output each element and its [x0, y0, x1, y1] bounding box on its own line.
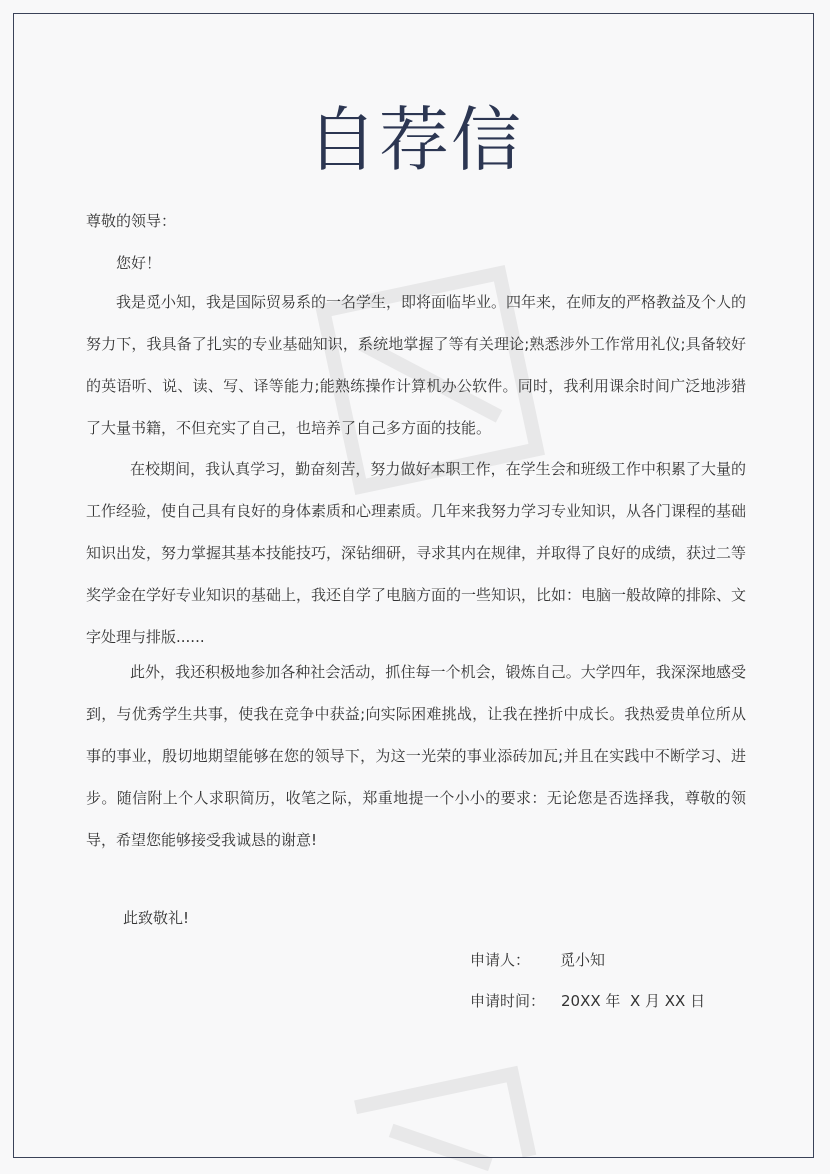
closing: 此致敬礼! — [123, 909, 190, 927]
applicant-row — [470, 951, 605, 969]
applicant-label: 申请人： — [470, 951, 531, 969]
salutation: 尊敬的领导： — [86, 212, 177, 230]
date-row — [470, 992, 705, 1010]
date-label: 申请时间： — [470, 992, 546, 1010]
letter-title: 自荐信 — [307, 99, 523, 181]
body-paragraph-3: 此外，我还积极地参加各种社会活动，抓住每一个机会，锻炼自己。大学四年，我深深地感受到，与优秀学生共事，使我在竞争中获益;向实际困难挑战，让我在挫折中成长。我热爱贵单位所从事的事业，殷切地期望能够在您的领导下，为这一光荣的事业添砖加瓦;并且在实践中不断学习、进步。随信附上个人求职简历，收笔之际，郑重地提一个小小的要求：无论您是否选择我，尊敬的领导，希望您能够接受我诚恳的谢意! — [86, 663, 746, 849]
date-value: 20XX 年 X 月 XX 日 — [561, 992, 706, 1010]
body-paragraph-2: 在校期间，我认真学习，勤奋刻苦，努力做好本职工作，在学生会和班级工作中积累了大量的工作经验，使自己具有良好的身体素质和心理素质。几年来我努力学习专业知识，从各门课程的基础知识出发，努力掌握其基本技能技巧，深钻细研，寻求其内在规律，并取得了良好的成绩，获过二等奖学金在学好专业知识的基础上，我还自学了电脑方面的一些知识，比如：电脑一般故障的排除、文字处理与排版...... — [86, 460, 747, 646]
greeting: 您好！ — [116, 254, 162, 272]
applicant-name: 觅小知 — [560, 951, 606, 969]
body-paragraph-1: 我是觅小知，我是国际贸易系的一名学生，即将面临毕业。四年来，在师友的严格教益及个人的努力下，我具备了扎实的专业基础知识，系统地掌握了等有关理论;熟悉涉外工作常用礼仪;具备较好的英语听、说、读、写、译等能力;能熟练操作计算机办公软件。同时，我利用课余时间广泛地涉猎了大量书籍，不但充实了自己，也培养了自己多方面的技能。 — [86, 293, 747, 437]
